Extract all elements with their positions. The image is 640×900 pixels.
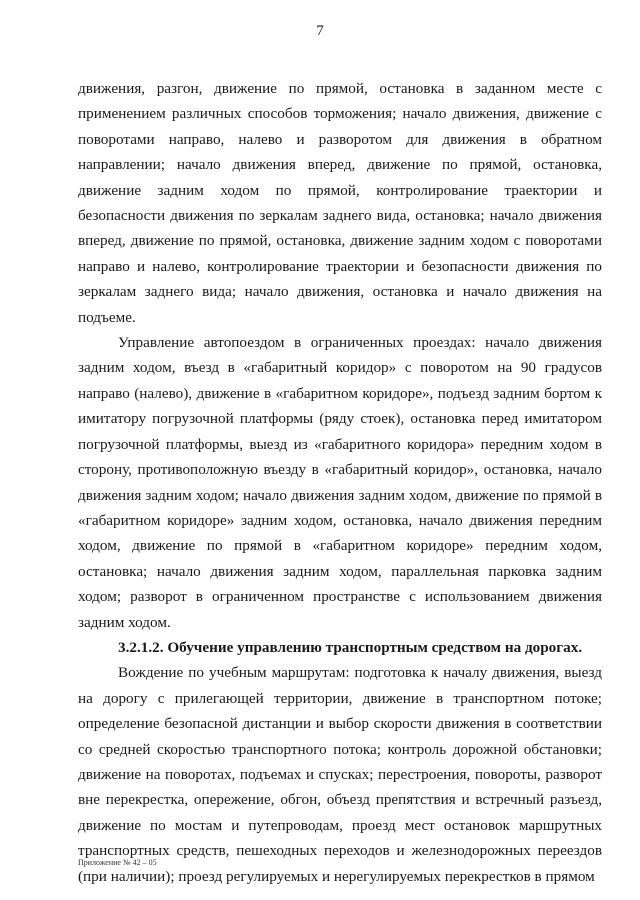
section-heading: 3.2.1.2. Обучение управлению транспортным средством на дорогах.	[118, 638, 583, 656]
page-number: 7	[316, 23, 324, 39]
paragraph-road-driving: Вождение по учебным маршрутам: подготовка к началу движения, выезд на дорогу с прилегающей территории, движение в транспортном потоке; определение безопасной дистанции и выбор скорости движения в соответствии со средней скоростью транспортного потока; контроль дорожной обстановки; движение на поворотах, подъемах и спусках; перестроения, повороты, разворот вне перекрестка, опережение, обгон, объезд препятствия и встречный разъезд, движение по мостам и путепроводам, проезд мест остановок маршрутных транспортных средств, пешеходных переходов и железнодорожных переездов (при наличии); проезд регулируемых и нерегулируемых перекрестков в прямом	[78, 664, 602, 885]
document-body	[78, 76, 602, 889]
paragraph-continuation: движения, разгон, движение по прямой, остановка в заданном месте с применением различных способов торможения; начало движения, движение с поворотами направо, налево и разворотом для движения в обратном направлении; начало движения вперед, движение по прямой, остановка, движение задним ходом по прямой, контролирование траектории и безопасности движения по зеркалам заднего вида, остановка; начало движения вперед, движение по прямой, остановка, движение задним ходом с поворотами направо и налево, контролирование траектории и безопасности движения по зеркалам заднего вида; начало движения, остановка и начало движения на подъеме.	[78, 80, 602, 326]
page-footer: Приложение № 42 – 05	[78, 858, 157, 867]
paragraph-trailer-maneuvers: Управление автопоездом в ограниченных проездах: начало движения задним ходом, въезд в «габаритный коридор» с поворотом на 90 градусов направо (налево), движение в «габаритном коридоре», подъезд задним бортом к имитатору погрузочной платформы (ряду стоек), остановка перед имитатором погрузочной платформы, выезд из «габаритного коридора» передним ходом в сторону, противоположную въезду в «габаритный коридор», остановка, начало движения задним ходом; начало движения задним ходом, движение по прямой в «габаритном коридоре» задним ходом, остановка, начало движения передним ходом, движение по прямой в «габаритном коридоре» передним ходом, остановка; начало движения задним ходом, параллельная парковка задним ходом; разворот в ограниченном пространстве с использованием движения задним ходом.	[78, 334, 602, 631]
